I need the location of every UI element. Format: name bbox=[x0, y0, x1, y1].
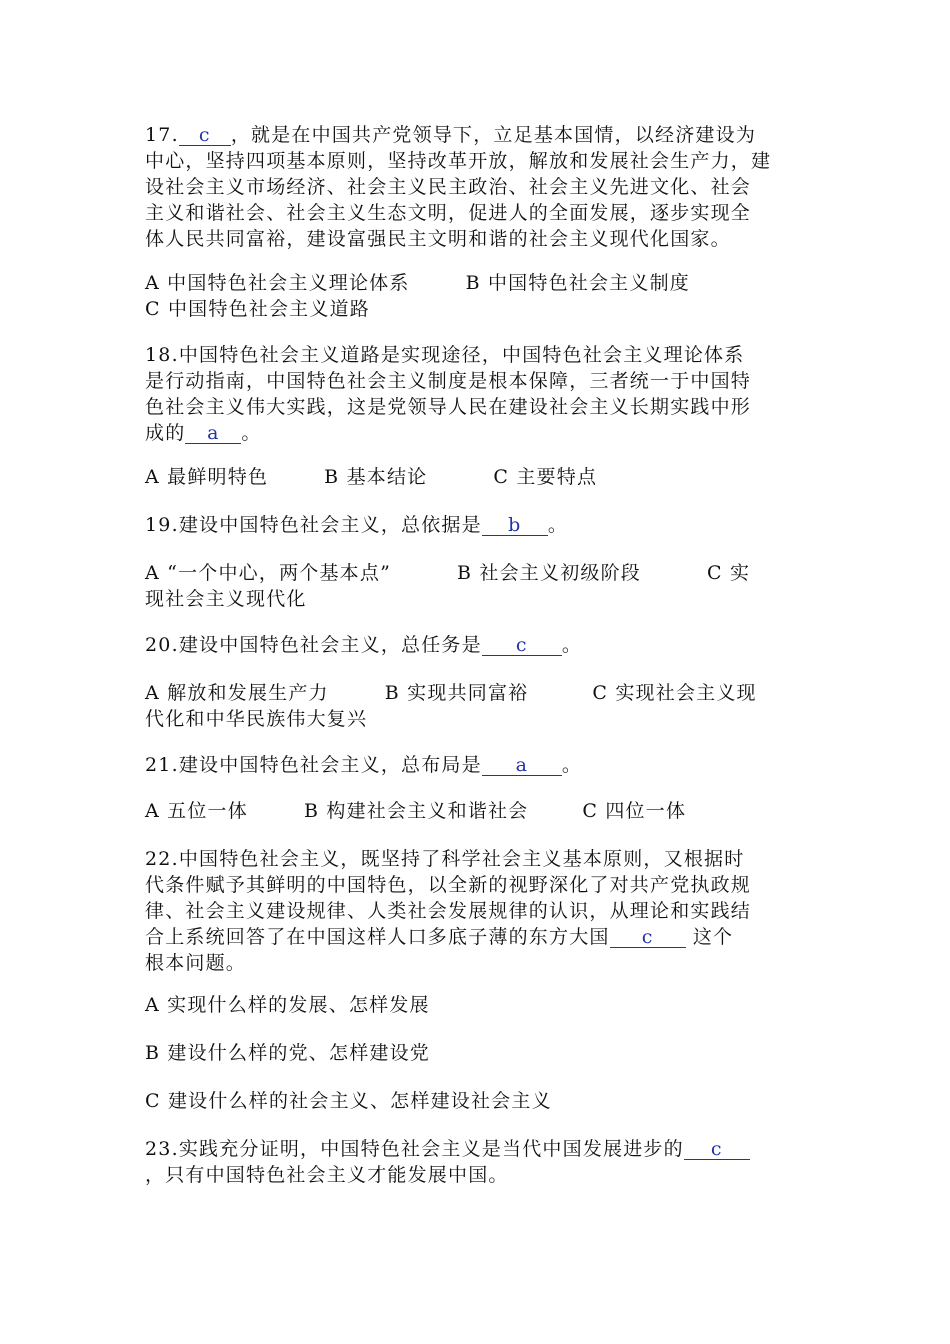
answer-blank: a bbox=[482, 755, 562, 776]
question-stem-line: 根本问题。 bbox=[145, 952, 247, 974]
answer-blank: c bbox=[610, 927, 686, 948]
answer-blank: c bbox=[179, 125, 231, 146]
question-stem: 。 bbox=[241, 422, 262, 444]
option-c: C 四位一体 bbox=[582, 800, 687, 822]
question-number: 22. bbox=[145, 848, 179, 870]
option-b: B 实现共同富裕 bbox=[384, 682, 529, 704]
question-number: 19. bbox=[145, 514, 179, 536]
question-18-options bbox=[145, 464, 810, 490]
option-b: B 社会主义初级阶段 bbox=[457, 562, 642, 584]
option-b: B 构建社会主义和谐社会 bbox=[303, 800, 529, 822]
question-stem: 建设中国特色社会主义，总依据是 bbox=[178, 514, 482, 536]
question-17 bbox=[145, 122, 810, 252]
question-21 bbox=[145, 752, 810, 778]
option-a: A 解放和发展生产力 bbox=[145, 682, 329, 704]
question-stem: ，就是在中国共产党领导下，立足基本国情，以经济建设为 bbox=[230, 124, 757, 146]
question-17-line-1 bbox=[145, 122, 810, 148]
option-c: C 实 bbox=[707, 562, 751, 584]
question-stem: 。 bbox=[561, 634, 583, 656]
option-b: B 中国特色社会主义制度 bbox=[465, 272, 690, 294]
question-20 bbox=[145, 632, 810, 658]
question-stem: 建设中国特色社会主义，总任务是 bbox=[178, 634, 482, 656]
question-stem: 实践充分证明，中国特色社会主义是当代中国发展进步的 bbox=[178, 1138, 684, 1160]
question-stem-line: 律、社会主义建设规律、人类社会发展规律的认识，从理论和实践结 bbox=[145, 900, 752, 922]
question-number: 23. bbox=[145, 1138, 179, 1160]
question-22-option-b bbox=[145, 1040, 810, 1066]
question-stem-line: 是行动指南，中国特色社会主义制度是根本保障，三者统一于中国特 bbox=[145, 370, 752, 392]
option-c: C 主要特点 bbox=[493, 466, 598, 488]
question-stem-line: 主义和谐社会、社会主义生态文明，促进人的全面发展，逐步实现全 bbox=[145, 202, 752, 224]
option-a: A 五位一体 bbox=[145, 800, 248, 822]
question-stem: 合上系统回答了在中国这样人口多底子薄的东方大国 bbox=[145, 926, 610, 948]
question-stem-line: 设社会主义市场经济、社会主义民主政治、社会主义先进文化、社会 bbox=[145, 176, 752, 198]
question-number: 21. bbox=[145, 754, 179, 776]
question-number: 17. bbox=[145, 124, 179, 146]
question-22-option-c bbox=[145, 1088, 810, 1114]
question-stem-line: 中国特色社会主义道路是实现途径，中国特色社会主义理论体系 bbox=[178, 344, 745, 366]
option-a: A 最鲜明特色 bbox=[145, 466, 269, 488]
option-a: A 中国特色社会主义理论体系 bbox=[145, 272, 410, 294]
answer-blank: b bbox=[482, 515, 548, 536]
question-20-options bbox=[145, 680, 810, 732]
question-22-option-a bbox=[145, 992, 810, 1018]
question-23 bbox=[145, 1136, 810, 1188]
option-c-continued: 现社会主义现代化 bbox=[145, 588, 307, 610]
question-stem-line: 代条件赋予其鲜明的中国特色，以全新的视野深化了对共产党执政规 bbox=[145, 874, 752, 896]
option-b: B 基本结论 bbox=[324, 466, 428, 488]
question-21-options bbox=[145, 798, 810, 824]
question-number: 18. bbox=[145, 344, 179, 366]
answer-blank: a bbox=[185, 423, 241, 444]
question-stem-line: 体人民共同富裕，建设富强民主文明和谐的社会主义现代化国家。 bbox=[145, 228, 731, 250]
option-c: C 建设什么样的社会主义、怎样建设社会主义 bbox=[145, 1090, 552, 1112]
question-22 bbox=[145, 846, 810, 976]
question-stem: 建设中国特色社会主义，总布局是 bbox=[178, 754, 482, 776]
question-stem-line: 中心，坚持四项基本原则，坚持改革开放，解放和发展社会生产力，建 bbox=[145, 150, 772, 172]
option-a: A “一个中心，两个基本点” bbox=[145, 562, 391, 584]
question-stem: 这个 bbox=[685, 926, 734, 948]
question-stem-line: ，只有中国特色社会主义才能发展中国。 bbox=[145, 1164, 509, 1186]
option-b: B 建设什么样的党、怎样建设党 bbox=[145, 1042, 431, 1064]
question-17-options bbox=[145, 270, 810, 322]
question-19 bbox=[145, 512, 810, 538]
question-19-options bbox=[145, 560, 810, 612]
question-18 bbox=[145, 342, 810, 446]
answer-blank: c bbox=[482, 635, 562, 656]
question-stem: 。 bbox=[547, 514, 569, 536]
question-stem: 成的 bbox=[145, 422, 186, 444]
question-stem-line: 中国特色社会主义，既坚持了科学社会主义基本原则，又根据时 bbox=[178, 848, 745, 870]
question-stem-line: 色社会主义伟大实践，这是党领导人民在建设社会主义长期实践中形 bbox=[145, 396, 752, 418]
option-c: C 实现社会主义现 bbox=[592, 682, 757, 704]
option-c-continued: 代化和中华民族伟大复兴 bbox=[145, 708, 368, 730]
question-stem: 。 bbox=[561, 754, 583, 776]
question-number: 20. bbox=[145, 634, 179, 656]
option-c: C 中国特色社会主义道路 bbox=[145, 298, 370, 320]
option-a: A 实现什么样的发展、怎样发展 bbox=[145, 994, 430, 1016]
answer-blank: c bbox=[684, 1139, 750, 1160]
